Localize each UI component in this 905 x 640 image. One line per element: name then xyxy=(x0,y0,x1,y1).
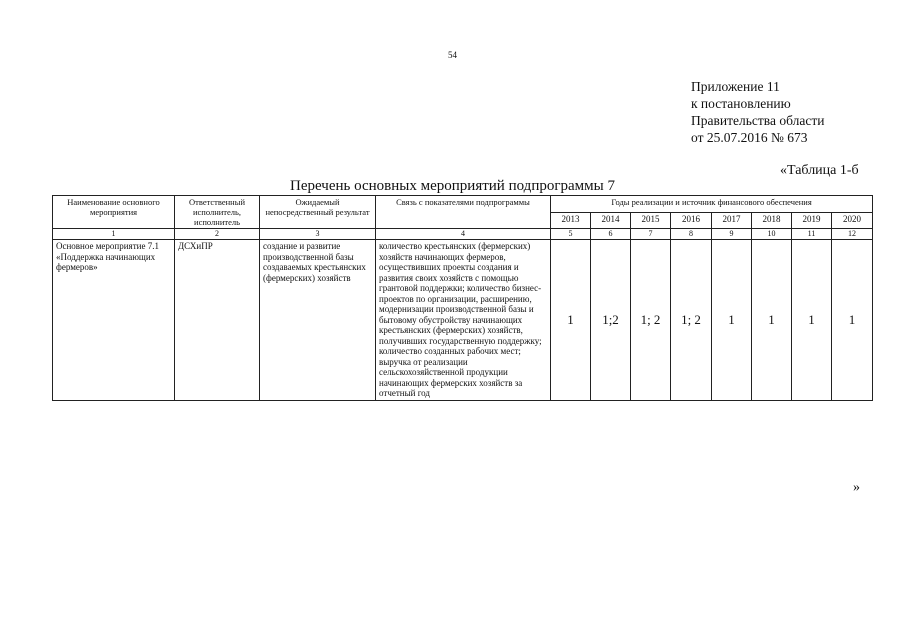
table-title: Перечень основных мероприятий подпрограммы 7 xyxy=(290,178,615,194)
measure-executor: ДСХиПР xyxy=(175,240,260,401)
year-2016: 2016 xyxy=(671,212,712,229)
closing-quote: » xyxy=(853,480,860,495)
year-2020: 2020 xyxy=(832,212,873,229)
column-number: 3 xyxy=(260,229,376,240)
table-row xyxy=(53,240,873,401)
measure-name: Основное мероприятие 7.1 «Поддержка начинающих фермеров» xyxy=(53,240,175,401)
column-numbers-row xyxy=(53,229,873,240)
column-number: 10 xyxy=(752,229,792,240)
value-2015: 1; 2 xyxy=(631,240,671,401)
measure-result: создание и развитие производственной базы создаваемых крестьянских (фермерских) хозяйств xyxy=(260,240,376,401)
appendix-line-2: к постановлению xyxy=(691,96,791,111)
column-number: 6 xyxy=(591,229,631,240)
column-number: 12 xyxy=(832,229,873,240)
value-2018: 1 xyxy=(752,240,792,401)
column-number: 5 xyxy=(551,229,591,240)
year-2013: 2013 xyxy=(551,212,591,229)
appendix-line-1: Приложение 11 xyxy=(691,79,780,94)
measure-indicators: количество крестьянских (фермерских) хозяйств начинающих фермеров, осуществивших проекты создания и развития своих хозяйств с помощью грантовой поддержки; количество бизнес-проектов по организации, расширению, модернизации производственной базы и бытовому обустройству начинающих крестьянских (фермерских) хозяйств, получивших государственную поддержку; количество созданных рабочих мест; выручка от реализации сельскохозяйственной продукции начинающих фермерских хозяйств за отчетный год xyxy=(376,240,551,401)
value-2014: 1;2 xyxy=(591,240,631,401)
year-2018: 2018 xyxy=(752,212,792,229)
appendix-line-3: Правительства области xyxy=(691,113,825,128)
column-number: 11 xyxy=(792,229,832,240)
value-2017: 1 xyxy=(712,240,752,401)
column-number: 4 xyxy=(376,229,551,240)
value-2016: 1; 2 xyxy=(671,240,712,401)
header-indicators: Связь с показателями подпрограммы xyxy=(376,196,551,229)
year-2015: 2015 xyxy=(631,212,671,229)
value-2013: 1 xyxy=(551,240,591,401)
value-2020: 1 xyxy=(832,240,873,401)
column-number: 2 xyxy=(175,229,260,240)
header-years-group: Годы реализации и источник финансового обеспечения xyxy=(551,196,873,213)
header-row xyxy=(53,196,873,213)
year-2014: 2014 xyxy=(591,212,631,229)
measures-table xyxy=(52,195,873,401)
value-2019: 1 xyxy=(792,240,832,401)
column-number: 9 xyxy=(712,229,752,240)
year-2017: 2017 xyxy=(712,212,752,229)
column-number: 1 xyxy=(53,229,175,240)
page-number: 54 xyxy=(448,50,457,60)
column-number: 8 xyxy=(671,229,712,240)
header-result: Ожидаемый непосредственный результат xyxy=(260,196,376,229)
header-executor: Ответственный исполнитель, исполнитель xyxy=(175,196,260,229)
year-2019: 2019 xyxy=(792,212,832,229)
appendix-line-4: от 25.07.2016 № 673 xyxy=(691,130,808,145)
header-name: Наименование основного мероприятия xyxy=(53,196,175,229)
column-number: 7 xyxy=(631,229,671,240)
table-label: «Таблица 1-б xyxy=(780,163,859,178)
appendix-block xyxy=(691,78,824,146)
